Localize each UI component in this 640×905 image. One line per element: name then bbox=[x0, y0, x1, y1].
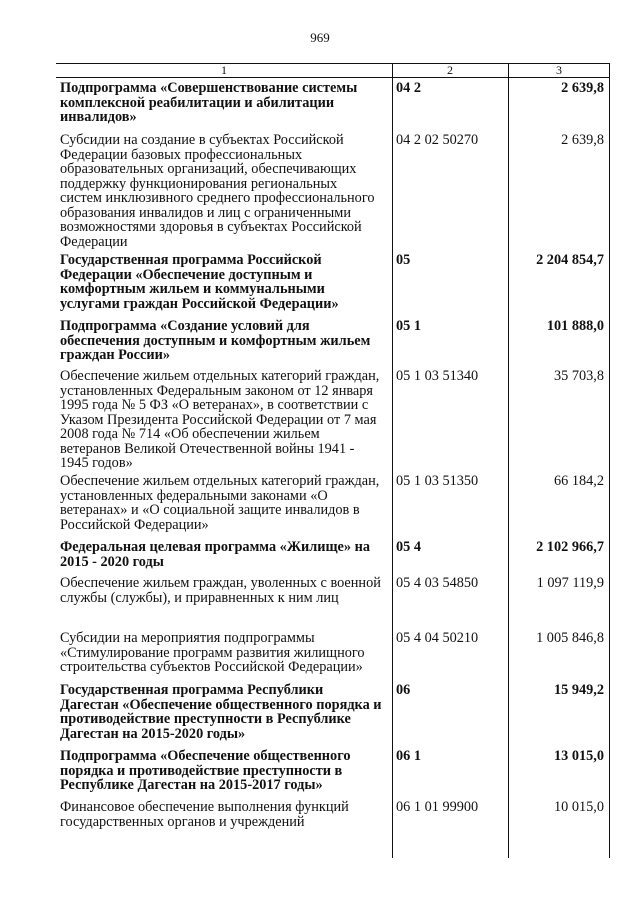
column-header-1: 1 bbox=[56, 63, 392, 78]
row-name: Обеспечение жильем отдельных категорий граждан, установленных федеральными законами «О ветеранах» и «О социальной защите инвалидов в Российской Федерации» bbox=[60, 473, 380, 533]
row-name: Государственная программа Российской Федерации «Обеспечение доступным и комфортным жильем и коммунальными услугами граждан Российской Федерации» bbox=[60, 252, 339, 312]
row-code: 05 4 bbox=[396, 539, 422, 555]
column-divider-2 bbox=[508, 63, 509, 858]
row-code: 05 4 04 50210 bbox=[396, 630, 479, 646]
row-amount: 2 639,8 bbox=[561, 80, 604, 96]
column-header-3: 3 bbox=[508, 63, 610, 78]
row-amount: 1 097 119,9 bbox=[536, 575, 604, 591]
row-amount: 2 102 966,7 bbox=[536, 539, 604, 555]
row-code: 05 1 bbox=[396, 318, 422, 334]
row-amount: 101 888,0 bbox=[546, 318, 604, 334]
row-code: 06 bbox=[396, 682, 411, 698]
row-name: Подпрограмма «Совершенствование системы комплексной реабилитации и абилитации инвалидов» bbox=[60, 80, 358, 125]
budget-table bbox=[56, 63, 610, 858]
row-name: Обеспечение жильем отдельных категорий граждан, установленных Федеральным законом от 12 января 1995 года № 5 ФЗ «О ветеранах», в соответствии с Указом Президента Российской Федерации от 7 мая 2008 года № 714 «Об обеспечении жильем ветеранов Великой Отечественной войны 1941 - 1945 годов» bbox=[60, 368, 380, 471]
row-code: 05 4 03 54850 bbox=[396, 575, 479, 591]
row-code: 05 1 03 51350 bbox=[396, 473, 479, 489]
row-name: Обеспечение жильем граждан, уволенных с военной службы (службы), и приравненных к ним лиц bbox=[60, 575, 381, 606]
row-name: Подпрограмма «Обеспечение общественного порядка и противодействие преступности в Республике Дагестан на 2015-2017 годы» bbox=[60, 748, 351, 793]
row-name: Субсидии на создание в субъектах Российской Федерации базовых профессиональных образовательных организаций, обеспечивающих поддержку функционирования региональных систем инклюзивного среднего профессионального образования инвалидов и лиц с ограниченными возможностями здоровья в субъектах Российской Федерации bbox=[60, 132, 375, 250]
row-code: 06 1 bbox=[396, 748, 422, 764]
row-name: Подпрограмма «Создание условий для обеспечения доступным и комфортным жильем граждан России» bbox=[60, 318, 371, 363]
row-amount: 13 015,0 bbox=[553, 748, 604, 764]
page-number: 969 bbox=[310, 30, 330, 45]
row-code: 05 bbox=[396, 252, 411, 268]
column-divider-1 bbox=[392, 63, 393, 858]
row-name: Государственная программа Республики Дагестан «Обеспечение общественного порядка и противодействие преступности в Республике Дагестан на 2015-2020 годы» bbox=[60, 682, 382, 742]
row-code: 04 2 bbox=[396, 80, 422, 96]
row-amount: 66 184,2 bbox=[553, 473, 604, 489]
row-amount: 35 703,8 bbox=[553, 368, 604, 384]
row-code: 04 2 02 50270 bbox=[396, 132, 479, 148]
row-name: Федеральная целевая программа «Жилище» на 2015 - 2020 годы bbox=[60, 539, 370, 570]
row-amount: 2 204 854,7 bbox=[536, 252, 604, 268]
row-amount: 2 639,8 bbox=[561, 132, 604, 148]
row-amount: 1 005 846,8 bbox=[536, 630, 604, 646]
row-amount: 10 015,0 bbox=[553, 799, 604, 815]
column-divider-right bbox=[609, 63, 610, 858]
row-code: 06 1 01 99900 bbox=[396, 799, 479, 815]
row-name: Субсидии на мероприятия подпрограммы «Стимулирование программ развития жилищного строительства субъектов Российской Федерации» bbox=[60, 630, 365, 675]
column-header-2: 2 bbox=[392, 63, 508, 78]
row-code: 05 1 03 51340 bbox=[396, 368, 479, 384]
row-name: Финансовое обеспечение выполнения функций государственных органов и учреждений bbox=[60, 799, 349, 830]
row-amount: 15 949,2 bbox=[553, 682, 604, 698]
